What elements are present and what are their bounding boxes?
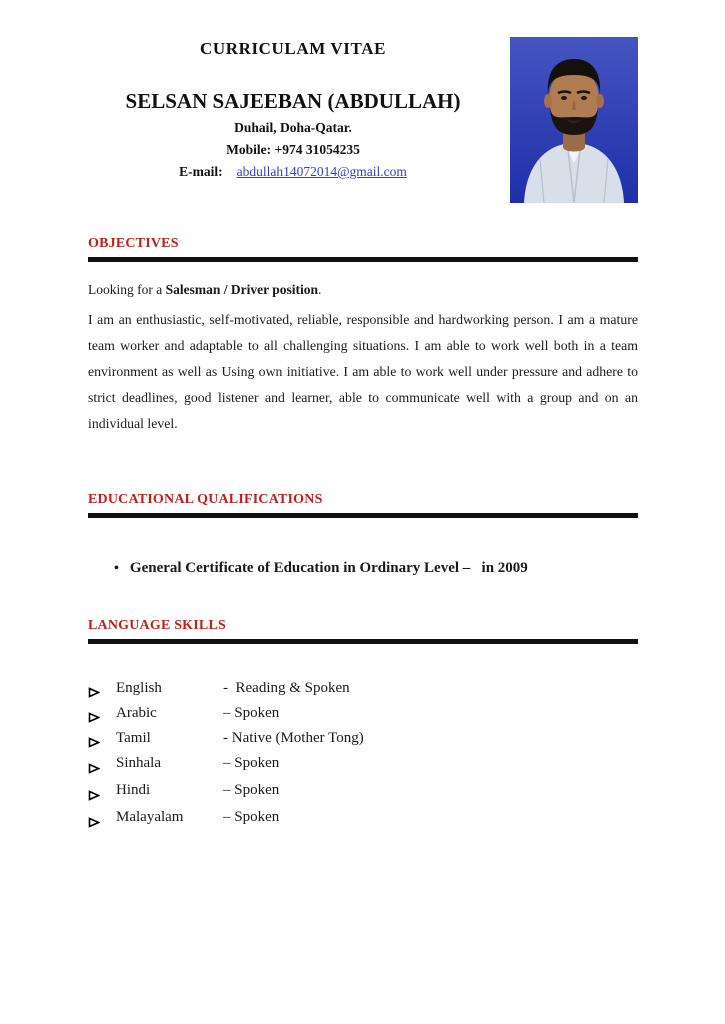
education-item-text: General Certificate of Education in Ordinary Level – in 2009 bbox=[129, 560, 528, 576]
arrow-bullet-icon bbox=[88, 712, 116, 723]
language-row bbox=[88, 755, 638, 782]
language-level: - Reading & Spoken bbox=[223, 680, 350, 696]
language-name: Sinhala bbox=[116, 755, 161, 771]
language-name: Malayalam bbox=[116, 809, 184, 825]
objectives-section bbox=[88, 236, 638, 437]
languages-section bbox=[88, 618, 638, 836]
email-link[interactable]: abdullah14072014@gmail.com bbox=[236, 164, 407, 179]
language-level: – Spoken bbox=[223, 809, 280, 825]
arrow-bullet-icon bbox=[88, 763, 116, 774]
education-title: EDUCATIONAL QUALIFICATIONS bbox=[88, 492, 323, 507]
dot-bullet-icon: • bbox=[114, 561, 119, 576]
language-row bbox=[88, 782, 638, 809]
language-row bbox=[88, 705, 638, 730]
language-level: – Spoken bbox=[223, 755, 280, 771]
language-row bbox=[88, 730, 638, 755]
education-section bbox=[88, 492, 638, 577]
candidate-name: SELSAN SAJEEBAN (ABDULLAH) bbox=[125, 89, 461, 113]
objective-intro bbox=[88, 282, 638, 298]
language-list bbox=[88, 680, 638, 836]
languages-title: LANGUAGE SKILLS bbox=[88, 618, 226, 633]
language-row bbox=[88, 680, 638, 705]
language-name: Tamil bbox=[116, 730, 151, 746]
portrait-illustration bbox=[510, 37, 638, 203]
language-name: Arabic bbox=[116, 705, 157, 721]
language-name: Hindi bbox=[116, 782, 151, 798]
document-title: CURRICULAM VITAE bbox=[199, 39, 387, 58]
objectives-title: OBJECTIVES bbox=[88, 236, 179, 251]
profile-photo bbox=[510, 37, 638, 203]
email-line bbox=[88, 163, 498, 180]
intro-prefix: Looking for a bbox=[88, 282, 166, 297]
language-level: – Spoken bbox=[223, 705, 280, 721]
intro-position: Salesman / Driver position bbox=[165, 282, 318, 297]
section-divider bbox=[88, 513, 638, 518]
email-label: E-mail: bbox=[179, 164, 223, 179]
education-item bbox=[114, 560, 638, 577]
intro-suffix: . bbox=[318, 282, 322, 297]
section-divider bbox=[88, 639, 638, 644]
header-text-block bbox=[88, 33, 510, 180]
language-name: English bbox=[116, 680, 162, 696]
cv-header bbox=[88, 33, 638, 203]
arrow-bullet-icon bbox=[88, 817, 116, 828]
language-level: - Native (Mother Tong) bbox=[223, 730, 364, 746]
language-level: – Spoken bbox=[223, 782, 280, 798]
arrow-bullet-icon bbox=[88, 737, 116, 748]
address-line: Duhail, Doha-Qatar. bbox=[234, 120, 352, 135]
language-row bbox=[88, 809, 638, 836]
section-divider bbox=[88, 257, 638, 262]
arrow-bullet-icon bbox=[88, 790, 116, 801]
mobile-line: Mobile: +974 31054235 bbox=[226, 142, 360, 157]
objective-paragraph: I am an enthusiastic, self-motivated, reliable, responsible and hardworking person. I am a mature team worker and adaptable to all challenging situations. I am able to work well both in a team environment as well as Using own initiative. I am able to work well under pressure and adhere to strict deadlines, good listener and learner, able to communicate well with a group and on an individual level. bbox=[88, 312, 638, 431]
arrow-bullet-icon bbox=[88, 687, 116, 698]
